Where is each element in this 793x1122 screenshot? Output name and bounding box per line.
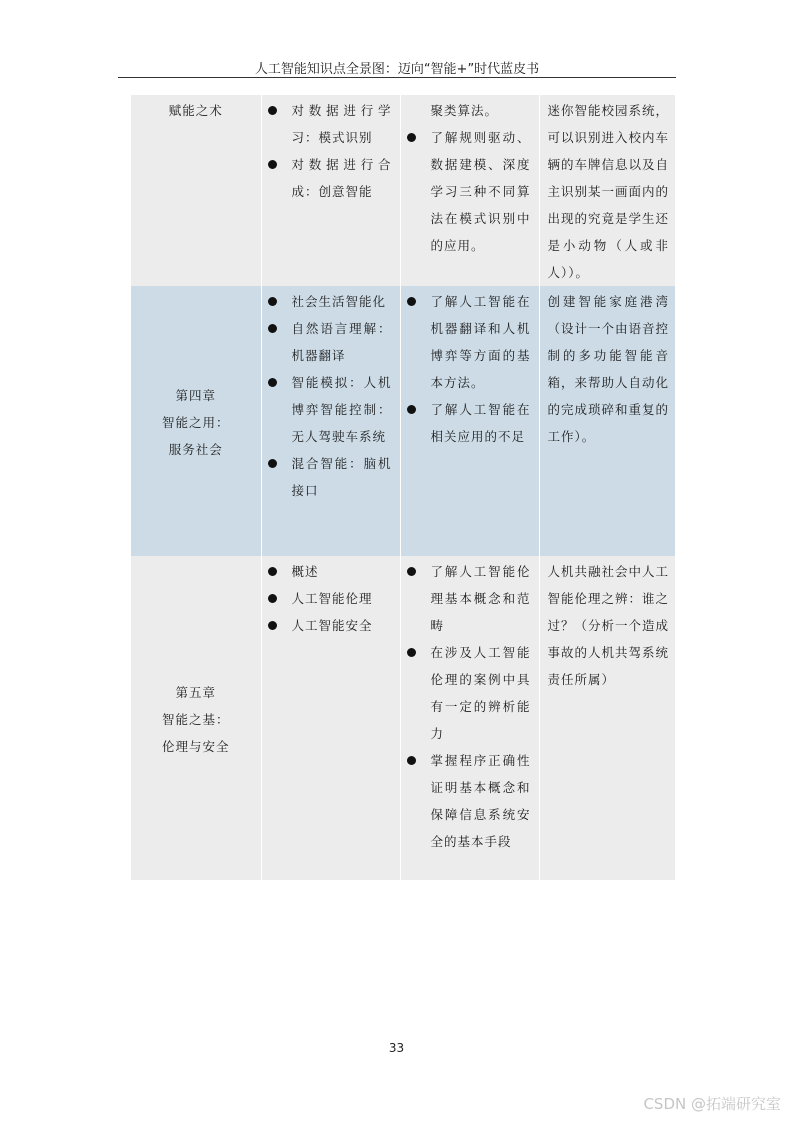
practice-text: 人机共融社会中人工智能伦理之辨：谁之过？（分析一个造成事故的人机共驾系统责任所属）	[547, 564, 670, 687]
topics-cell	[261, 95, 400, 286]
bullet-icon	[407, 133, 416, 142]
bullet-icon	[268, 160, 277, 169]
list-item: 智能模拟：人机博弈智能控制：无人驾驶车系统	[262, 369, 400, 450]
watermark: CSDN @拓端研究室	[643, 1095, 781, 1113]
chapter-cell	[131, 556, 261, 880]
chapter-cell	[131, 286, 261, 556]
chapter-subtitle: 服务社会	[168, 441, 223, 457]
bullet-icon	[268, 594, 277, 603]
list-item: 混合智能：脑机接口	[262, 450, 400, 504]
bullet-icon	[407, 405, 416, 414]
chapter-subtitle: 伦理与安全	[161, 738, 230, 754]
practice-cell	[539, 286, 675, 556]
bullet-icon	[268, 567, 277, 576]
bullet-icon	[268, 459, 277, 468]
bullet-icon	[268, 297, 277, 306]
list-item: 对数据进行学习：模式识别	[262, 97, 400, 151]
chapter-cell	[131, 95, 261, 286]
chapter-title: 智能之用：	[161, 414, 230, 430]
practice-cell	[539, 556, 675, 880]
bullet-icon	[268, 378, 277, 387]
practice-text: 创建智能家庭港湾（设计一个由语音控制的多功能智能音箱，来帮助人自动化的完成琐碎和重复的工作）。	[547, 294, 670, 444]
bullet-icon	[268, 621, 277, 630]
chapter-title: 智能之基：	[161, 711, 230, 727]
topics-cell	[261, 556, 400, 880]
bullet-icon	[268, 324, 277, 333]
topics-cell	[261, 286, 400, 556]
header-rule	[118, 77, 676, 78]
bullet-icon	[407, 297, 416, 306]
list-item: 在涉及人工智能伦理的案例中具有一定的辨析能力	[401, 639, 539, 747]
curriculum-table	[131, 95, 675, 880]
chapter-number: 第四章	[175, 387, 216, 403]
list-item: 了解人工智能伦理基本概念和范畴	[401, 558, 539, 639]
practice-cell	[539, 95, 675, 286]
list-item: 社会生活智能化	[262, 288, 400, 315]
list-item: 了解规则驱动、数据建模、深度学习三种不同算法在模式识别中的应用。	[401, 124, 539, 259]
list-item: 了解人工智能在相关应用的不足	[401, 396, 539, 450]
table-row	[131, 95, 675, 286]
goals-cell	[400, 286, 539, 556]
goals-cell	[400, 95, 539, 286]
list-item: 自然语言理解：机器翻译	[262, 315, 400, 369]
list-item: 掌握程序正确性证明基本概念和保障信息系统安全的基本手段	[401, 747, 539, 855]
practice-text: 迷你智能校园系统，可以识别进入校内车辆的车牌信息以及自主识别某一画面内的出现的究竟是学生还是小动物（人或非人））。	[547, 103, 670, 280]
bullet-icon	[407, 567, 416, 576]
chapter-number: 第五章	[175, 684, 216, 700]
list-item: 人工智能安全	[262, 612, 400, 639]
goals-continuation: 聚类算法。	[430, 103, 499, 118]
page-number: 33	[388, 1041, 405, 1055]
bullet-icon	[407, 648, 416, 657]
goals-cell	[400, 556, 539, 880]
list-item: 对数据进行合成：创意智能	[262, 151, 400, 205]
bullet-icon	[407, 756, 416, 765]
page-header: 人工智能知识点全景图：迈向“智能+”时代蓝皮书	[254, 62, 540, 77]
bullet-icon	[268, 106, 277, 115]
list-item: 人工智能伦理	[262, 585, 400, 612]
table-row	[131, 556, 675, 880]
list-item: 了解人工智能在机器翻译和人机博弈等方面的基本方法。	[401, 288, 539, 396]
table-row	[131, 286, 675, 556]
list-item: 概述	[262, 558, 400, 585]
chapter-title: 赋能之术	[168, 103, 223, 118]
